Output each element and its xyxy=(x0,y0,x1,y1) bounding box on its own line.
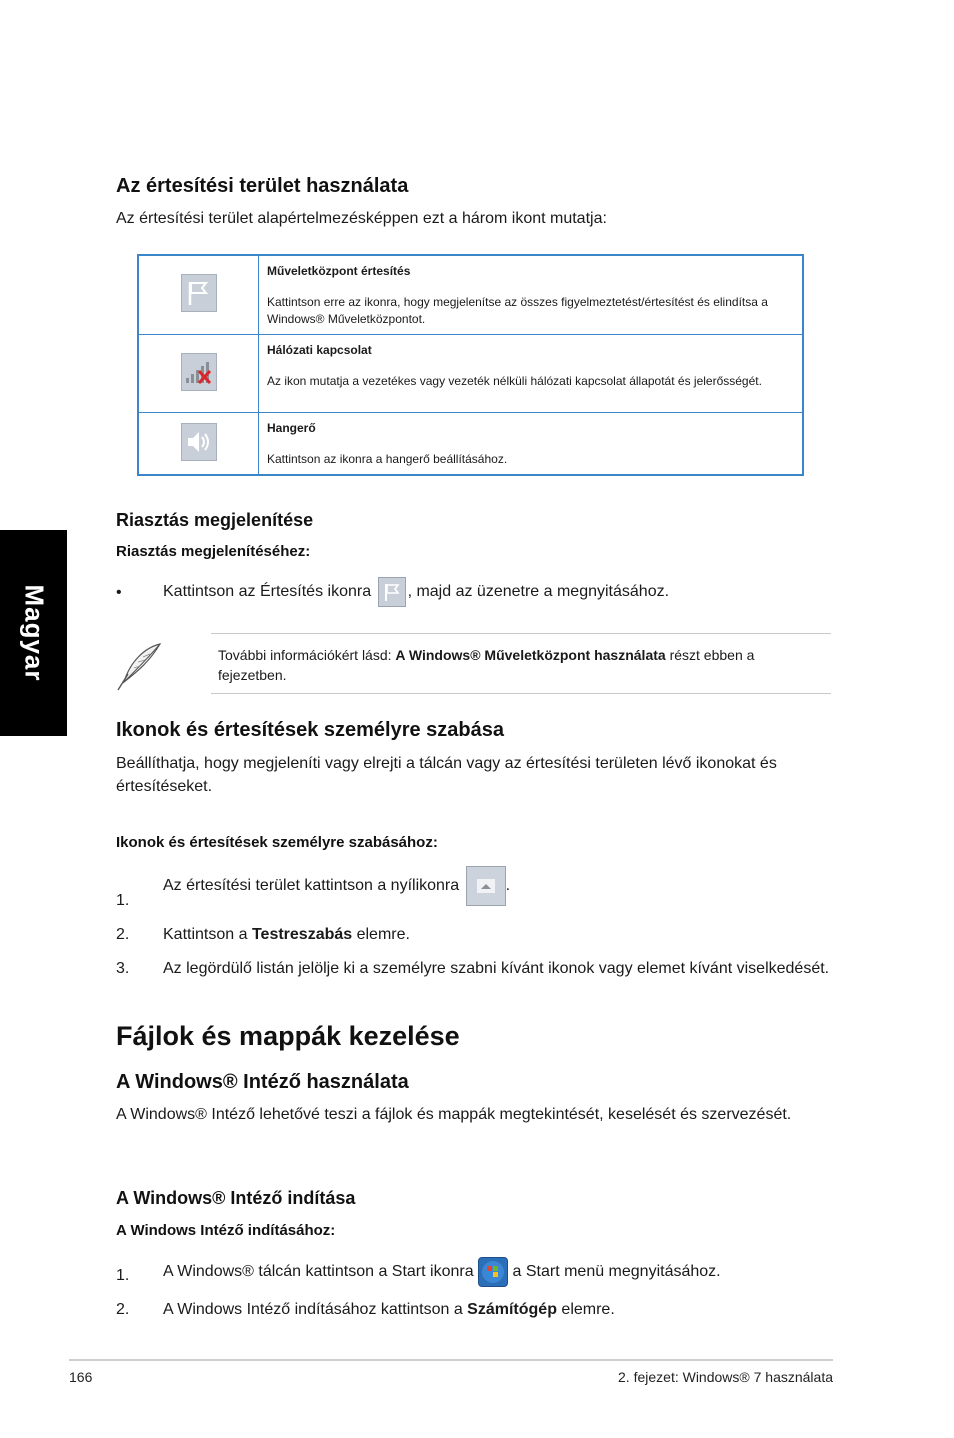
step-text-bold: Számítógép xyxy=(467,1301,557,1318)
row-title: Hangerő xyxy=(267,421,316,435)
step-number: 1. xyxy=(116,892,130,909)
note-bottom-divider xyxy=(211,693,831,694)
step-text: Az értesítési terület kattintson a nyílikonra xyxy=(163,877,460,895)
row-title: Hálózati kapcsolat xyxy=(267,343,372,357)
section-title-explorer: A Windows® Intéző használata xyxy=(116,1071,409,1093)
step-text: A Windows® tálcán kattintson a Start ikonra xyxy=(163,1263,474,1280)
feather-note-icon xyxy=(114,640,168,692)
step-text-after: elemre. xyxy=(352,926,410,943)
note-text-after: részt ebben a fejezetben. xyxy=(218,647,755,683)
step-number: 1. xyxy=(116,1267,130,1284)
note-text-bold: A Windows® Műveletközpont használata xyxy=(395,647,666,663)
table-row xyxy=(138,255,803,335)
step-number: 3. xyxy=(116,960,130,977)
row-text: Az ikon mutatja a vezetékes vagy vezeték nélküli hálózati kapcsolat állapotát és jelerősségét. xyxy=(267,374,762,388)
section-subtitle-customize: Ikonok és értesítések személyre szabásához: xyxy=(116,834,438,851)
table-row xyxy=(138,413,803,476)
page-number: 166 xyxy=(69,1369,93,1385)
row-text: Kattintson erre az ikonra, hogy megjelenítse az összes figyelmeztetést/értesítést és elindítsa a Windows® Műveletközpontot. xyxy=(267,295,768,326)
subsection-title-explorer-start: A Windows® Intéző indítása xyxy=(116,1188,356,1208)
table-row xyxy=(138,335,803,413)
row-title: Műveletközpont értesítés xyxy=(267,264,411,278)
flag-icon xyxy=(181,274,217,312)
note-text xyxy=(218,645,818,685)
step-item xyxy=(163,1254,721,1290)
step-item: Az legördülő listán jelölje ki a személyre szabni kívánt ikonok vagy elemet kívánt viselkedését. xyxy=(163,960,830,977)
section-intro-notification-area: Az értesítési terület alapértelmezésképpen ezt a három ikont mutatja: xyxy=(116,210,607,227)
step-number: 2. xyxy=(116,1301,130,1318)
bullet-text-before: Kattintson az Értesítés ikonra xyxy=(163,583,372,600)
section-intro-explorer: A Windows® Intéző lehetővé teszi a fájlok és mappák megtekintését, keselését és szervezését. xyxy=(116,1106,792,1123)
section-title-customize: Ikonok és értesítések személyre szabása xyxy=(116,719,505,741)
speaker-icon xyxy=(181,423,217,461)
notification-flag-icon xyxy=(378,577,406,607)
network-icon xyxy=(181,353,217,391)
side-tab-label: Magyar xyxy=(19,584,49,682)
step-text-bold: Testreszabás xyxy=(251,926,353,943)
windows-start-icon xyxy=(478,1257,508,1287)
section-title-alert: Riasztás megjelenítése xyxy=(116,510,314,530)
show-hidden-icons-arrow-icon xyxy=(466,866,506,906)
section-intro-customize: Beállíthatja, hogy megjeleníti vagy elrejti a tálcán vagy az értesítési területen lévő ikonokat és értesítéseket. xyxy=(116,755,777,795)
step-item xyxy=(163,866,510,906)
step-text-after: elemre. xyxy=(556,1301,615,1318)
note-text-before: További információkért lásd: xyxy=(218,647,396,663)
step-item xyxy=(163,1298,615,1321)
language-side-tab xyxy=(0,530,67,736)
footer-chapter-text: 2. fejezet: Windows® 7 használata xyxy=(618,1369,833,1385)
step-number: 2. xyxy=(116,926,130,943)
notification-icons-table xyxy=(137,254,804,476)
bullet-marker: • xyxy=(116,584,122,601)
section-title-notification-area: Az értesítési terület használata xyxy=(116,175,409,197)
bullet-text-after: , majd az üzenetre a megnyitásához. xyxy=(407,583,670,600)
section-subtitle-alert: Riasztás megjelenítéséhez: xyxy=(116,543,311,560)
step-text: A Windows Intéző indításához kattintson a xyxy=(163,1301,468,1318)
subsection-subtitle-explorer-start: A Windows Intéző indításához: xyxy=(116,1222,336,1239)
alert-bullet-item xyxy=(163,576,669,608)
chapter-title: Fájlok és mappák kezelése xyxy=(116,1021,460,1051)
footer-divider xyxy=(69,1359,833,1361)
step-item xyxy=(163,923,410,946)
step-text-after: . xyxy=(505,877,511,895)
row-text: Kattintson az ikonra a hangerő beállításához. xyxy=(267,452,508,466)
step-text-after: a Start menü megnyitásához. xyxy=(508,1263,721,1280)
note-top-divider xyxy=(211,633,831,634)
step-text: Kattintson a xyxy=(163,926,252,943)
